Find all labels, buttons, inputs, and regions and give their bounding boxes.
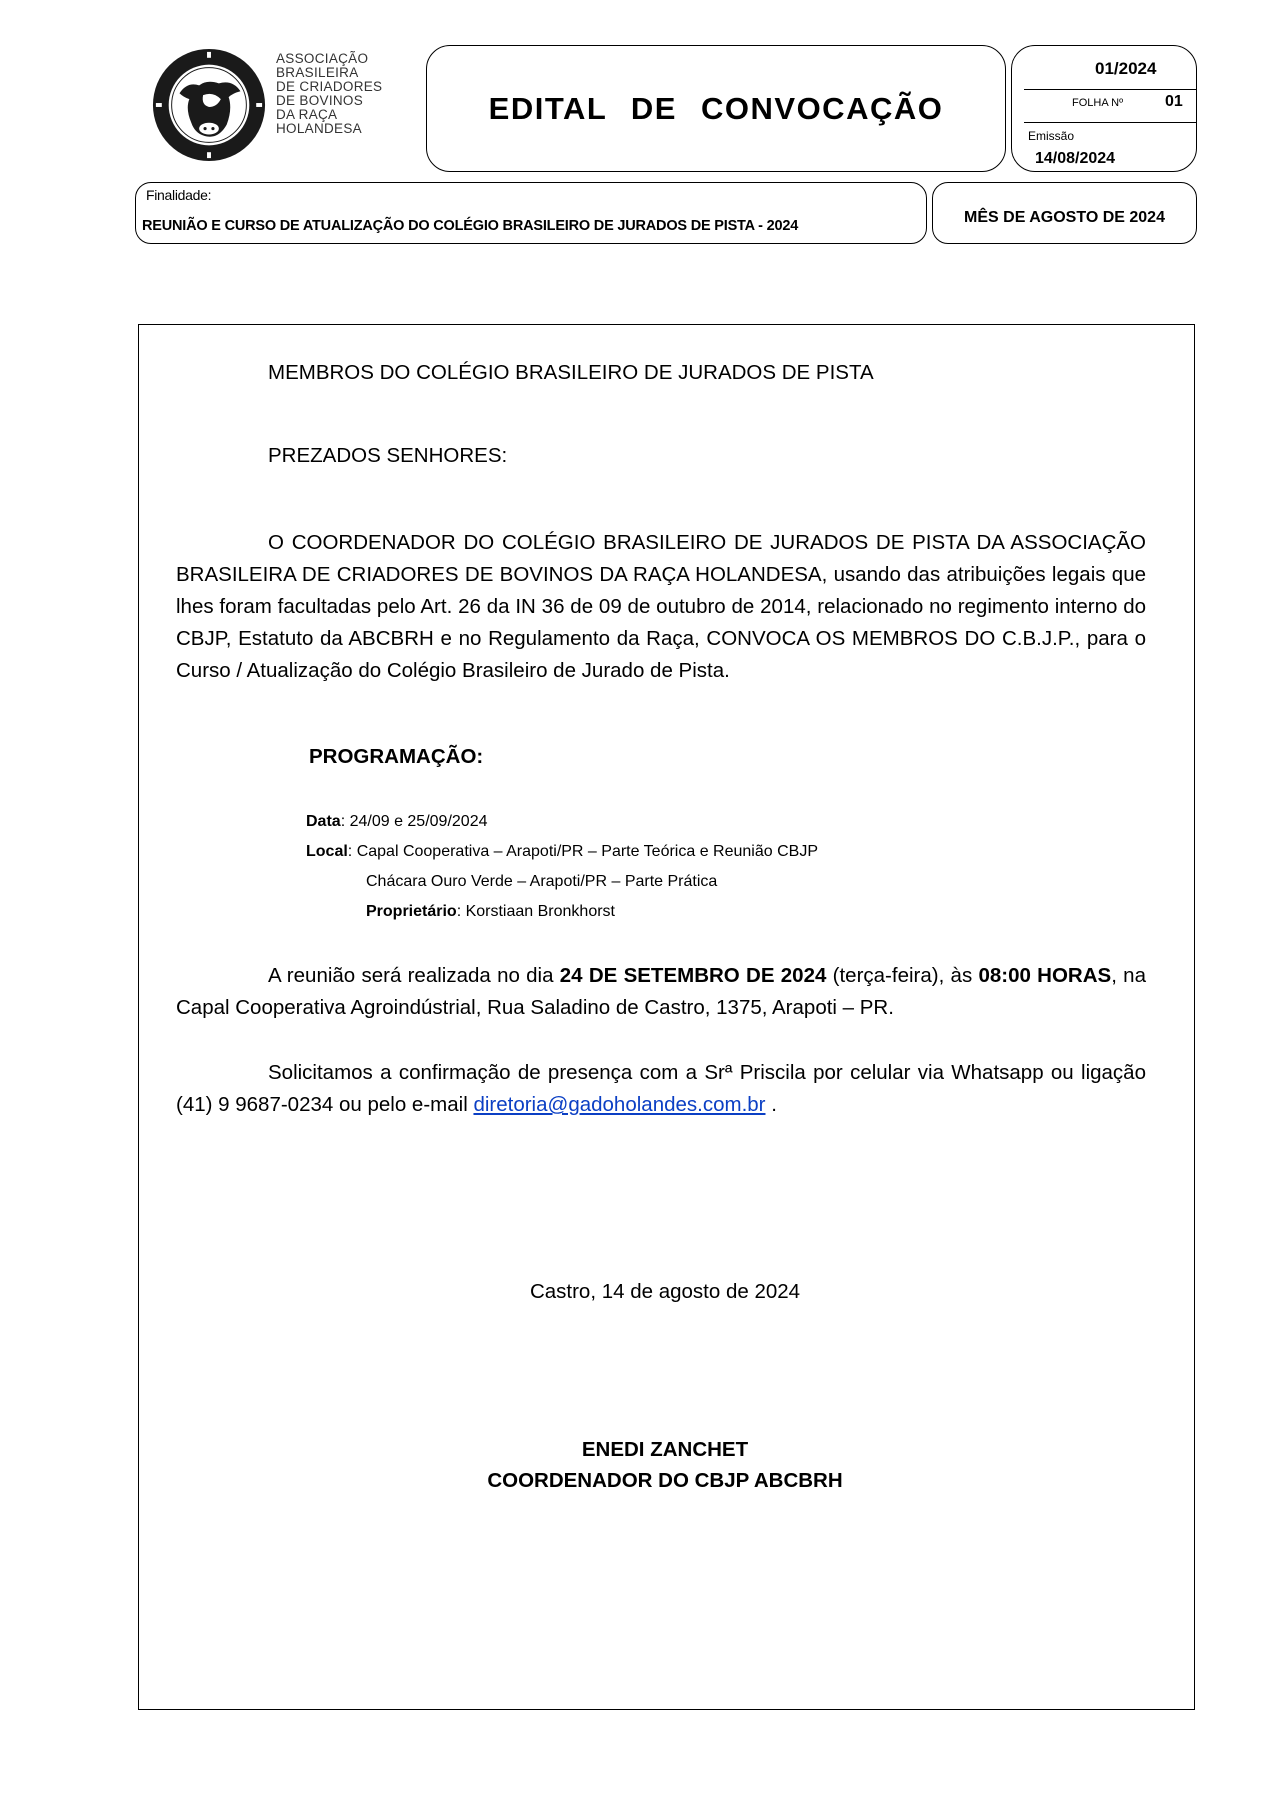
- signature-role: COORDENADOR DO CBJP ABCBRH: [487, 1469, 843, 1492]
- association-line: ASSOCIAÇÃO: [276, 51, 369, 66]
- title-box: [426, 45, 1006, 172]
- local-label: Local: [306, 843, 348, 860]
- date-value: : 24/09 e 25/09/2024: [340, 813, 488, 830]
- divider: [1024, 89, 1197, 90]
- programacao-local-2: Chácara Ouro Verde – Arapoti/PR – Parte Prática: [366, 873, 718, 890]
- programacao-date: [306, 807, 487, 837]
- email-link[interactable]: diretoria@gadoholandes.com.br: [473, 1093, 766, 1116]
- association-name: [276, 52, 426, 136]
- programacao-local: [306, 837, 818, 867]
- emissao-label: Emissão: [1028, 129, 1075, 143]
- paragraph-bold: CONVOCA OS MEMBROS DO C.B.J.P.,: [699, 627, 1081, 650]
- association-line: DA RAÇA: [276, 107, 338, 122]
- date-label: Data: [306, 813, 341, 830]
- paragraph-text: (terça-feira), às: [826, 964, 979, 987]
- paragraph-bold: O COORDENADOR DO COLÉGIO BRASILEIRO DE JURADOS DE PISTA DA ASSOCIAÇÃO BRASILEIRA DE CRIADORES DE BOVINOS DA RAÇA HOLANDESA,: [176, 531, 1146, 586]
- programacao-owner: [366, 897, 615, 927]
- signature-name: ENEDI ZANCHET: [581, 1438, 749, 1461]
- paragraph-text: , na Capal Cooperativa Agroindústrial, Rua Saladino de Castro, 1375, Arapoti – PR.: [176, 964, 1146, 1019]
- place-date: Castro, 14 de agosto de 2024: [529, 1280, 801, 1303]
- finalidade-box: [135, 182, 927, 244]
- document-title: EDITAL DE CONVOCAÇÃO: [488, 90, 944, 126]
- owner-value: : Korstiaan Bronkhorst: [456, 903, 615, 920]
- paragraph-text: A reunião será realizada no dia: [268, 964, 560, 987]
- convocation-paragraph: [176, 527, 1146, 687]
- paragraph-text: .: [765, 1093, 777, 1116]
- emissao-date: 14/08/2024: [1035, 150, 1116, 167]
- greeting: PREZADOS SENHORES:: [268, 444, 508, 467]
- folha-number: 01: [1165, 93, 1183, 110]
- paragraph-text: para o Curso / Atualização do Colégio Brasileiro de Jurado de Pista.: [176, 627, 1146, 682]
- folha-label: FOLHA Nº: [1072, 97, 1124, 109]
- month-box: [932, 182, 1197, 244]
- recipients: MEMBROS DO COLÉGIO BRASILEIRO DE JURADOS DE PISTA: [268, 361, 874, 384]
- association-line: DE BOVINOS: [276, 93, 364, 108]
- divider: [1024, 122, 1197, 123]
- association-line: DE CRIADORES: [276, 79, 383, 94]
- finalidade-label: Finalidade:: [146, 187, 212, 203]
- confirmation-paragraph: [176, 1057, 1146, 1121]
- local-value: : Capal Cooperativa – Arapoti/PR – Parte Teórica e Reunião CBJP: [347, 843, 818, 860]
- meeting-time: 08:00 HORAS: [978, 964, 1112, 987]
- paragraph-text: Solicitamos a confirmação de presença com a Srª Priscila por celular via Whatsapp ou ligação (41) 9 9687-0234 ou pelo e-mail: [176, 1061, 1146, 1116]
- association-line: HOLANDESA: [276, 121, 362, 136]
- meeting-paragraph: [176, 960, 1146, 1024]
- document-number: 01/2024: [1095, 59, 1157, 78]
- month-label: MÊS DE AGOSTO DE 2024: [964, 209, 1165, 226]
- owner-label: Proprietário: [366, 903, 457, 920]
- finalidade-text: REUNIÃO E CURSO DE ATUALIZAÇÃO DO COLÉGIO BRASILEIRO DE JURADOS DE PISTA - 2024: [142, 218, 799, 234]
- meeting-date: 24 DE SETEMBRO DE 2024: [559, 964, 827, 987]
- paragraph-text: usando das atribuições legais que lhes foram facultadas pelo Art. 26 da IN 36 de 09 de outubro de 2014, relacionado no regimento interno do CBJP, Estatuto da ABCBRH e no Regulamento da Raça,: [176, 563, 1146, 650]
- association-logo: [150, 46, 268, 164]
- programacao-heading: PROGRAMAÇÃO:: [309, 745, 484, 768]
- association-line: BRASILEIRA: [276, 65, 359, 80]
